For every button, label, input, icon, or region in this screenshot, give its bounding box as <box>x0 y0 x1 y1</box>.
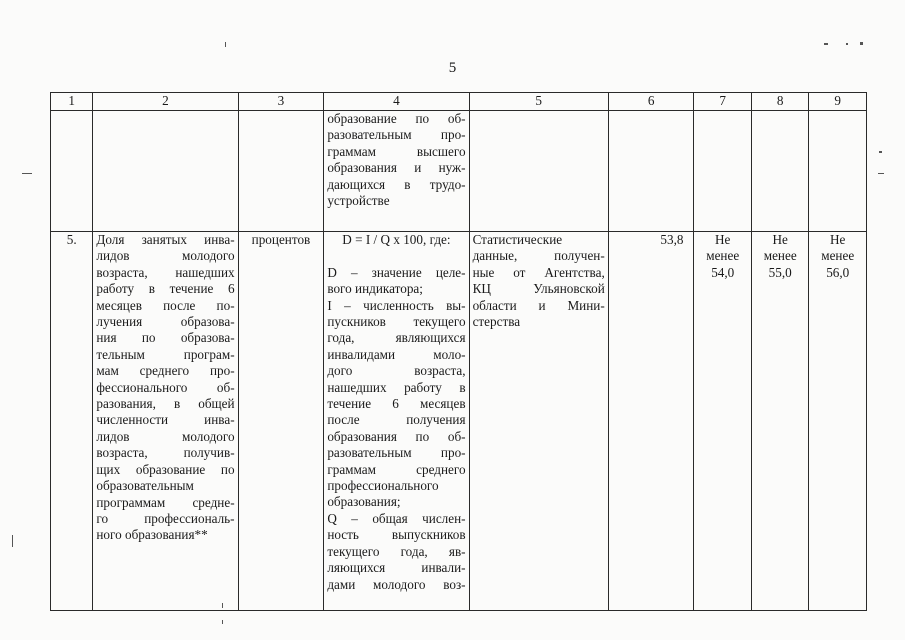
header-col-8: 8 <box>751 93 808 111</box>
cell-target-col8 <box>751 232 808 611</box>
text-line: лучения образова- <box>96 314 235 330</box>
indicator-table <box>50 92 867 611</box>
text-line: разовательным про- <box>327 445 466 461</box>
text-line: лидов молодого <box>96 428 235 444</box>
cell-data-source <box>469 232 608 611</box>
blank-line <box>327 248 465 264</box>
text-line: численности инва- <box>96 412 235 428</box>
text-line: I – численность вы- <box>327 297 466 313</box>
cell-unit: процентов <box>238 232 324 611</box>
text-line: го профессиональ- <box>96 510 235 526</box>
text-line: ляющихся инвали- <box>327 560 466 576</box>
cell-target-col9 <box>809 232 867 611</box>
text-line: возраста, получив- <box>96 445 235 461</box>
text-line: лидов молодого <box>96 248 235 264</box>
cell-base-empty <box>608 111 694 232</box>
text-line: данные, получен- <box>472 248 605 264</box>
cell-target8-empty <box>751 111 808 232</box>
text-line: пускников текущего <box>327 314 466 330</box>
header-row <box>51 93 867 111</box>
scan-speck <box>222 620 223 624</box>
cell-target-col7 <box>694 232 751 611</box>
text-line: ного образования** <box>96 527 208 543</box>
header-col-7: 7 <box>694 93 751 111</box>
scan-speck <box>225 42 226 47</box>
target-qualifier: менее <box>763 248 797 264</box>
header-col-2: 2 <box>93 93 238 111</box>
target-label: Не <box>715 232 731 247</box>
scan-speck <box>222 603 223 608</box>
text-line: граммам высшего <box>327 143 466 159</box>
text-line: граммам среднего <box>327 461 466 477</box>
text-line: Доля занятых инва- <box>96 232 235 247</box>
text-line: месяцев после по- <box>96 297 235 313</box>
table-row-5 <box>51 232 867 611</box>
target-label: Не <box>830 232 846 247</box>
cell-formula-continued <box>324 111 469 232</box>
target-qualifier: менее <box>706 248 740 264</box>
scan-speck <box>860 42 863 45</box>
page-number: 5 <box>448 60 457 76</box>
cell-row-number: 5. <box>51 232 93 611</box>
text-line: разовательным про- <box>327 127 466 143</box>
text-line: КЦ Ульяновской <box>472 281 605 297</box>
formula-heading: D = I / Q x 100, где: <box>342 232 451 247</box>
text-line: ния по образова- <box>96 330 235 346</box>
target-qualifier: менее <box>821 248 855 264</box>
target-value: 54,0 <box>711 264 735 280</box>
text-line: инвалидами моло- <box>327 346 466 362</box>
target-value: 55,0 <box>768 264 792 280</box>
text-line: текущего года, яв- <box>327 543 466 559</box>
header-col-5: 5 <box>469 93 608 111</box>
cell-target7-empty <box>694 111 751 232</box>
header-col-1: 1 <box>51 93 93 111</box>
scan-speck <box>12 535 13 547</box>
text-line: дающихся в трудо- <box>327 176 466 192</box>
text-line: стерства <box>472 314 521 330</box>
cell-base-value: 53,8 <box>608 232 694 611</box>
text-line: программам средне- <box>96 494 235 510</box>
text-line: работу в течение 6 <box>96 281 235 297</box>
scan-speck <box>22 173 32 174</box>
text-line: образовательным <box>96 478 194 494</box>
header-col-6: 6 <box>608 93 694 111</box>
scan-speck <box>846 43 848 45</box>
text-line: нашедших работу в <box>327 379 466 395</box>
header-col-9: 9 <box>809 93 867 111</box>
text-line: вого индикатора; <box>327 281 423 297</box>
header-col-4: 4 <box>324 93 469 111</box>
text-line: Q – общая числен- <box>327 510 466 526</box>
text-line: профессионального <box>327 478 439 494</box>
scan-speck <box>824 43 828 45</box>
text-line: фессионального об- <box>96 379 235 395</box>
text-line: мам среднего про- <box>96 363 235 379</box>
text-line: щих образование по <box>96 461 235 477</box>
text-line: течение 6 месяцев <box>327 396 466 412</box>
cell-target9-empty <box>809 111 867 232</box>
header-col-3: 3 <box>238 93 324 111</box>
text-line: после получения <box>327 412 466 428</box>
text-line: образования и нуж- <box>327 160 466 176</box>
text-line: устройстве <box>327 193 390 209</box>
scan-speck <box>879 151 882 153</box>
cell-unit-empty <box>238 111 324 232</box>
text-line: ность выпускников <box>327 527 466 543</box>
scan-speck <box>878 173 884 174</box>
text-line: дого возраста, <box>327 363 466 379</box>
cell-source-empty <box>469 111 608 232</box>
text-line: образования; <box>327 494 401 510</box>
cell-num-empty <box>51 111 93 232</box>
text-line: ные от Агентства, <box>472 264 605 280</box>
text-line: дами молодого воз- <box>327 576 466 592</box>
cell-indicator-name <box>93 232 238 611</box>
text-line: образования по об- <box>327 428 466 444</box>
text-line: разования, в общей <box>96 396 235 412</box>
target-label: Не <box>772 232 788 247</box>
cell-indicator-empty <box>93 111 238 232</box>
text-line: D – значение целе- <box>327 264 466 280</box>
text-line: области и Мини- <box>472 297 605 313</box>
cell-formula <box>324 232 469 611</box>
text-line: тельным програм- <box>96 346 235 362</box>
target-value: 56,0 <box>826 264 850 280</box>
table-row-continued <box>51 111 867 232</box>
text-line: образование по об- <box>327 111 466 126</box>
text-line: Статистические <box>472 232 563 247</box>
text-line: возраста, нашедших <box>96 264 235 280</box>
text-line: года, являющихся <box>327 330 466 346</box>
